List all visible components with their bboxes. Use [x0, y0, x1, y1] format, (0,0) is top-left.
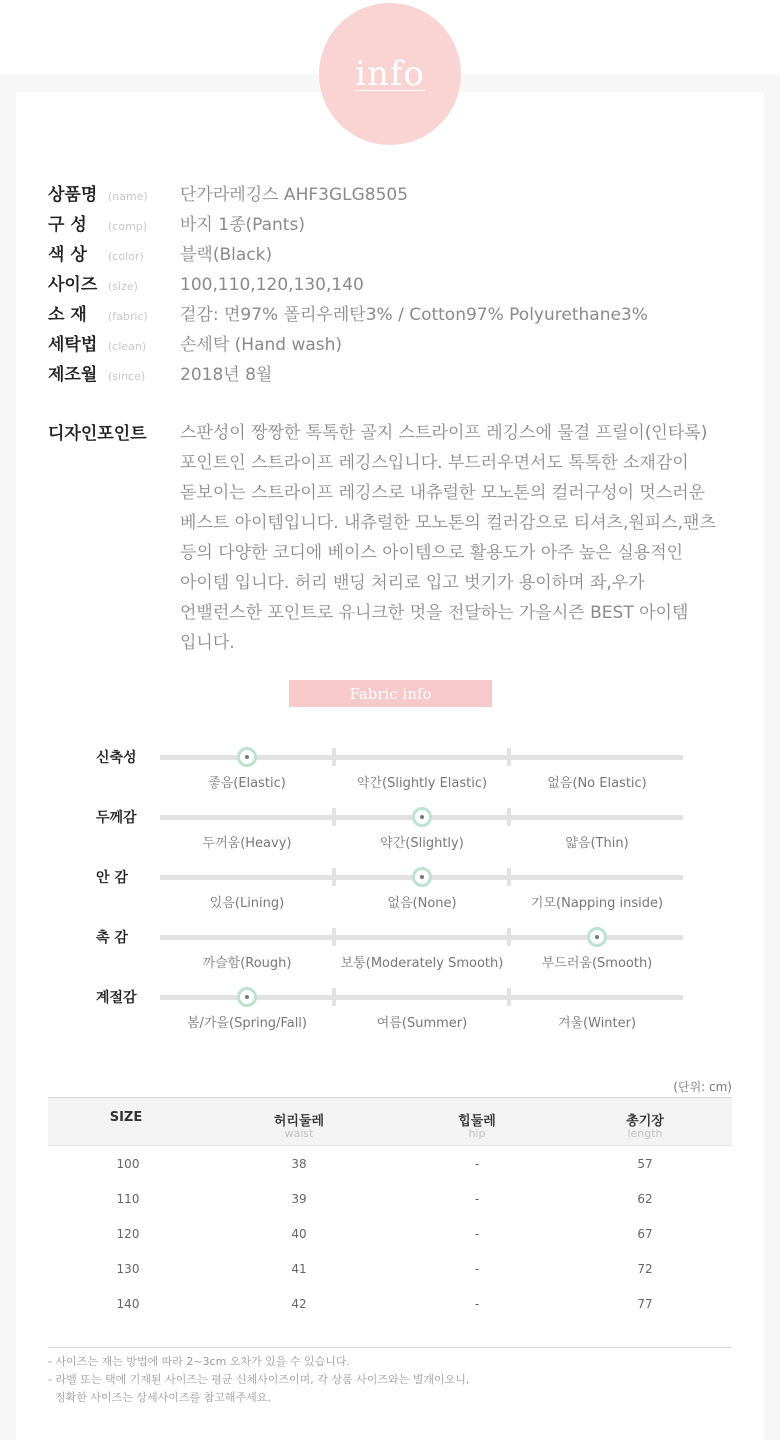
table-cell: 41	[291, 1262, 307, 1276]
spec-row-name	[48, 180, 408, 206]
spec-sub: (comp)	[108, 220, 148, 233]
design-point-text	[180, 418, 760, 658]
fabric-scale-divider	[332, 808, 336, 826]
fabric-info-title: Fabric info	[349, 684, 432, 703]
table-cell: 110	[116, 1192, 140, 1206]
table-cell: 100	[116, 1157, 140, 1171]
spec-label: 색 상	[48, 245, 87, 265]
header-hip: 힙둘레	[458, 1114, 496, 1129]
fabric-selected-marker	[237, 987, 257, 1007]
spec-value: 2018년 8월	[180, 365, 273, 385]
fabric-selected-marker	[412, 807, 432, 827]
spec-row-color	[48, 240, 272, 266]
fabric-option-label: 두꺼움(Heavy)	[202, 836, 292, 851]
design-point-label: 디자인포인트	[48, 424, 147, 444]
fabric-row-label: 촉 감	[96, 930, 128, 946]
design-line: 등의 다양한 코디에 베이스 아이템으로 활용도가 아주 높은 실용적인	[180, 543, 684, 563]
header-size: SIZE	[109, 1110, 143, 1125]
spec-row-comp	[48, 210, 305, 236]
table-cell: -	[474, 1192, 480, 1206]
spec-value: 손세탁 (Hand wash)	[180, 335, 343, 355]
spec-value: 100,110,120,130,140	[180, 275, 364, 295]
design-line: 입니다.	[180, 633, 235, 653]
header-hip-sub: hip	[468, 1127, 486, 1140]
spec-value: 겉감: 면97% 폴리우레탄3% / Cotton97% Polyurethane3%	[180, 305, 648, 325]
spec-sub: (size)	[108, 280, 138, 293]
design-line: 아이템 입니다. 허리 밴딩 처리로 입고 벗기가 용이하며 좌,우가	[180, 573, 645, 593]
spec-sub: (fabric)	[108, 310, 148, 323]
fabric-option-label: 있음(Lining)	[209, 896, 285, 911]
design-line: 언밸런스한 포인트로 유니크한 멋을 전달하는 가을시즌 BEST 아이템	[180, 603, 689, 623]
info-title: info	[355, 54, 425, 94]
fabric-option-label: 부드러움(Smooth)	[541, 956, 653, 971]
fabric-selected-marker	[587, 927, 607, 947]
size-note: - 사이즈는 재는 방법에 따라 2~3cm 오차가 있을 수 있습니다.	[48, 1355, 351, 1368]
spec-label: 세탁법	[48, 335, 98, 355]
spec-row-size	[48, 270, 364, 296]
table-cell: 120	[116, 1227, 140, 1241]
design-line: 베스트 아이템입니다. 내츄럴한 모노톤의 컬러감으로 티셔츠,원피스,팬츠	[180, 513, 716, 533]
size-unit-note: (단위: cm)	[673, 1080, 732, 1094]
header-waist-sub: waist	[284, 1127, 314, 1140]
fabric-row-label: 안 감	[96, 870, 128, 886]
header-length: 총기장	[626, 1114, 664, 1129]
fabric-row-label: 신축성	[96, 750, 137, 766]
fabric-option-label: 좋음(Elastic)	[208, 776, 286, 791]
spec-value: 바지 1종(Pants)	[180, 215, 305, 235]
fabric-scale-divider	[507, 808, 511, 826]
fabric-scale-divider	[332, 748, 336, 766]
table-cell: 38	[291, 1157, 307, 1171]
spec-label: 소 재	[48, 305, 87, 325]
table-cell: 140	[116, 1297, 140, 1311]
fabric-scale-divider	[507, 748, 511, 766]
spec-label: 사이즈	[48, 275, 98, 295]
spec-sub: (clean)	[108, 340, 147, 353]
fabric-scale-divider	[332, 868, 336, 886]
fabric-scale-divider	[507, 988, 511, 1006]
table-cell: 57	[637, 1157, 653, 1171]
design-line: 포인트인 스트라이프 레깅스입니다. 부드러우면서도 톡톡한 소재감이	[180, 453, 689, 473]
table-cell: 77	[637, 1297, 653, 1311]
table-bottom-line	[48, 1347, 732, 1348]
spec-sub: (name)	[108, 190, 148, 203]
spec-value: 블랙(Black)	[180, 245, 273, 265]
fabric-selected-marker	[237, 747, 257, 767]
fabric-option-label: 없음(None)	[387, 896, 457, 911]
info-header-badge	[319, 3, 461, 145]
fabric-option-label: 없음(No Elastic)	[547, 776, 647, 791]
table-cell: 72	[637, 1262, 653, 1276]
fabric-scale-divider	[507, 928, 511, 946]
header-length-sub: length	[627, 1127, 663, 1140]
fabric-option-label: 까슬함(Rough)	[202, 956, 292, 971]
fabric-option-label: 얇음(Thin)	[565, 836, 629, 851]
table-cell: -	[474, 1262, 480, 1276]
fabric-option-label: 겨울(Winter)	[557, 1016, 637, 1031]
spec-row-clean	[48, 330, 342, 356]
fabric-selected-marker	[412, 867, 432, 887]
table-cell: 62	[637, 1192, 653, 1206]
fabric-row-label: 두께감	[96, 810, 137, 826]
fabric-scale-divider	[332, 988, 336, 1006]
table-cell: 42	[291, 1297, 307, 1311]
design-line: 돋보이는 스트라이프 레깅스로 내츄럴한 모노톤의 컬러구성이 멋스러운	[180, 483, 706, 503]
fabric-row-label: 계절감	[96, 990, 137, 1006]
table-cell: -	[474, 1227, 480, 1241]
design-line: 스판성이 짱짱한 톡톡한 골지 스트라이프 레깅스에 물결 프릴이(인타록)	[180, 423, 708, 443]
table-cell: -	[474, 1157, 480, 1171]
fabric-option-label: 여름(Summer)	[376, 1016, 468, 1031]
spec-label: 상품명	[48, 185, 98, 205]
header-waist: 허리둘레	[273, 1114, 325, 1129]
fabric-option-label: 기모(Napping inside)	[530, 896, 664, 911]
spec-sub: (since)	[108, 370, 146, 383]
spec-label: 구 성	[48, 215, 87, 235]
spec-row-since	[48, 360, 272, 386]
table-cell: 130	[116, 1262, 140, 1276]
fabric-option-label: 봄/가을(Spring/Fall)	[186, 1016, 307, 1031]
size-note: 정확한 사이즈는 상세사이즈를 참고해주세요.	[48, 1391, 271, 1404]
table-cell: -	[474, 1297, 480, 1311]
fabric-option-label: 보통(Moderately Smooth)	[340, 956, 504, 971]
size-table-header	[48, 1097, 732, 1146]
spec-value: 단가라레깅스 AHF3GLG8505	[180, 185, 409, 205]
fabric-option-label: 약간(Slightly)	[380, 836, 464, 851]
spec-sub: (color)	[108, 250, 144, 263]
fabric-scale-divider	[332, 928, 336, 946]
table-cell: 39	[291, 1192, 307, 1206]
fabric-scale-divider	[507, 868, 511, 886]
fabric-info-banner	[289, 680, 492, 707]
fabric-option-label: 약간(Slightly Elastic)	[356, 776, 488, 791]
spec-row-fabric	[48, 300, 648, 326]
spec-label: 제조월	[48, 365, 98, 385]
size-note: - 라벨 또는 택에 기재된 사이즈는 평균 신체사이즈이며, 각 상품 사이즈와는 별개이오니,	[48, 1373, 470, 1386]
table-cell: 40	[291, 1227, 307, 1241]
table-cell: 67	[637, 1227, 653, 1241]
